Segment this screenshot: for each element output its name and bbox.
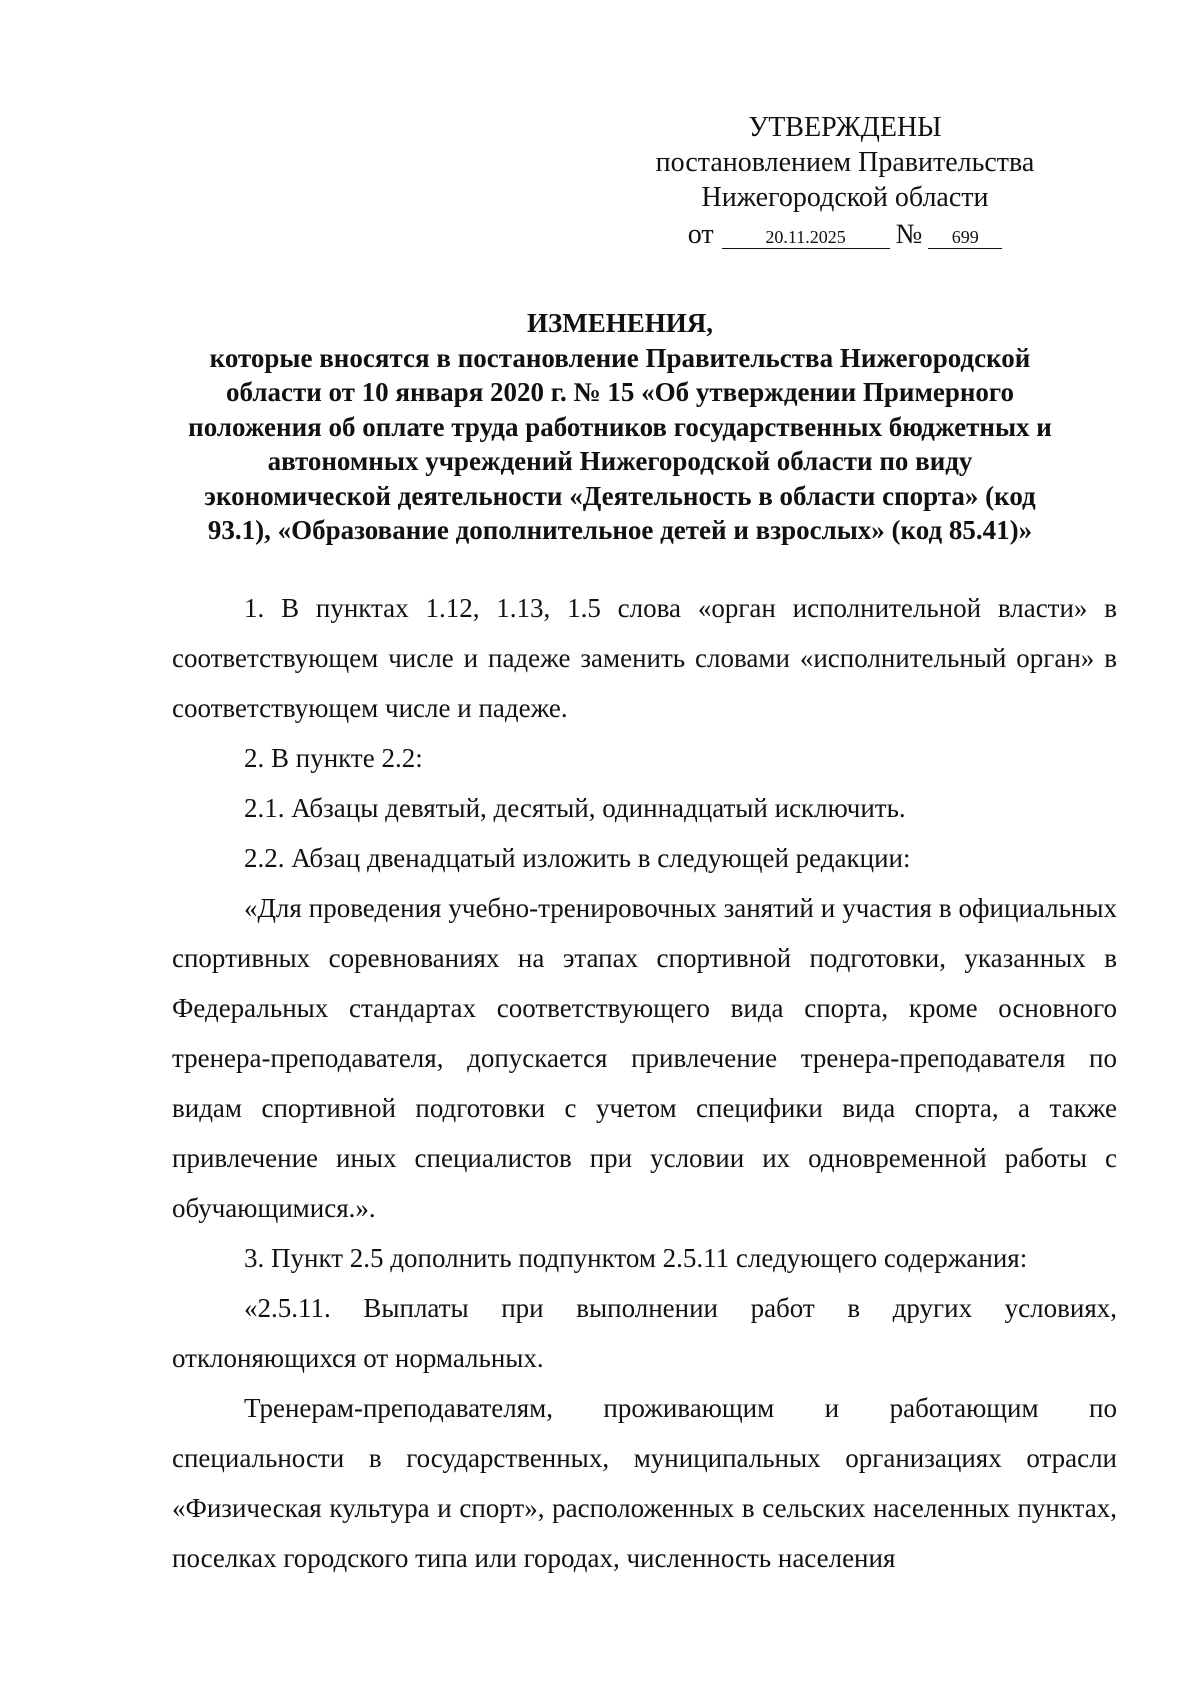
paragraph-quote: «Для проведения учебно-тренировочных занятий и участия в официальных спортивных соревнованиях на этапах спортивной подготовки, указанных в Федеральных стандартах соответствующего вида спорта, кроме основного тренера-преподавателя, допускается привлечение тренера-преподавателя по видам спортивной подготовки с учетом специфики вида спорта, а также привлечение иных специалистов при условии их одновременной работы с обучающимися.».	[172, 893, 1117, 1223]
paragraph-1: 1. В пунктах 1.12, 1.13, 1.5 слова «орган исполнительной власти» в соответствующем числе и падеже заменить словами «исполнительный орган» в соответствующем числе и падеже.	[172, 593, 1117, 723]
title-line: 93.1), «Образование дополнительное детей и взрослых» (код 85.41)»	[207, 515, 1033, 545]
approval-date-line	[640, 217, 1050, 252]
from-label: от	[687, 219, 714, 250]
title-line: положения об оплате труда работников государственных бюджетных и	[188, 411, 1052, 442]
approval-block	[640, 110, 1050, 252]
paragraph-2-1: 2.1. Абзацы девятый, десятый, одиннадцатый исключить.	[244, 793, 906, 823]
document-body	[172, 583, 1117, 1583]
title-heading: ИЗМЕНЕНИЯ,	[526, 308, 713, 338]
approval-title: УТВЕРЖДЕНЫ	[748, 112, 942, 143]
approval-number: 699	[928, 226, 1002, 249]
paragraph-2-5-11: «2.5.11. Выплаты при выполнении работ в других условиях, отклоняющихся от нормальных.	[172, 1293, 1117, 1373]
paragraph-coaches: Тренерам-преподавателям, проживающим и работающим по специальности в государственных, муниципальных организациях отрасли «Физическая культура и спорт», расположенных в сельских населенных пунктах, поселках городского типа или городах, численность населения	[172, 1393, 1117, 1573]
paragraph-3: 3. Пункт 2.5 дополнить подпунктом 2.5.11 следующего содержания:	[244, 1243, 1028, 1273]
approval-line-2: Нижегородской области	[701, 182, 989, 213]
title-line: экономической деятельности «Деятельность в области спорта» (код	[204, 480, 1036, 511]
title-line: автономных учреждений Нижегородской области по виду	[267, 446, 973, 476]
title-line: области от 10 января 2020 г. № 15 «Об утверждении Примерного	[226, 377, 1014, 407]
approval-date: 20.11.2025	[722, 226, 890, 249]
document-title	[150, 306, 1090, 548]
paragraph-2-2: 2.2. Абзац двенадцатый изложить в следующей редакции:	[244, 843, 911, 873]
title-line: которые вносятся в постановление Правительства Нижегородской	[209, 342, 1031, 373]
approval-line-1: постановлением Правительства	[655, 147, 1035, 178]
number-label: №	[895, 219, 923, 250]
paragraph-2: 2. В пункте 2.2:	[244, 743, 423, 773]
